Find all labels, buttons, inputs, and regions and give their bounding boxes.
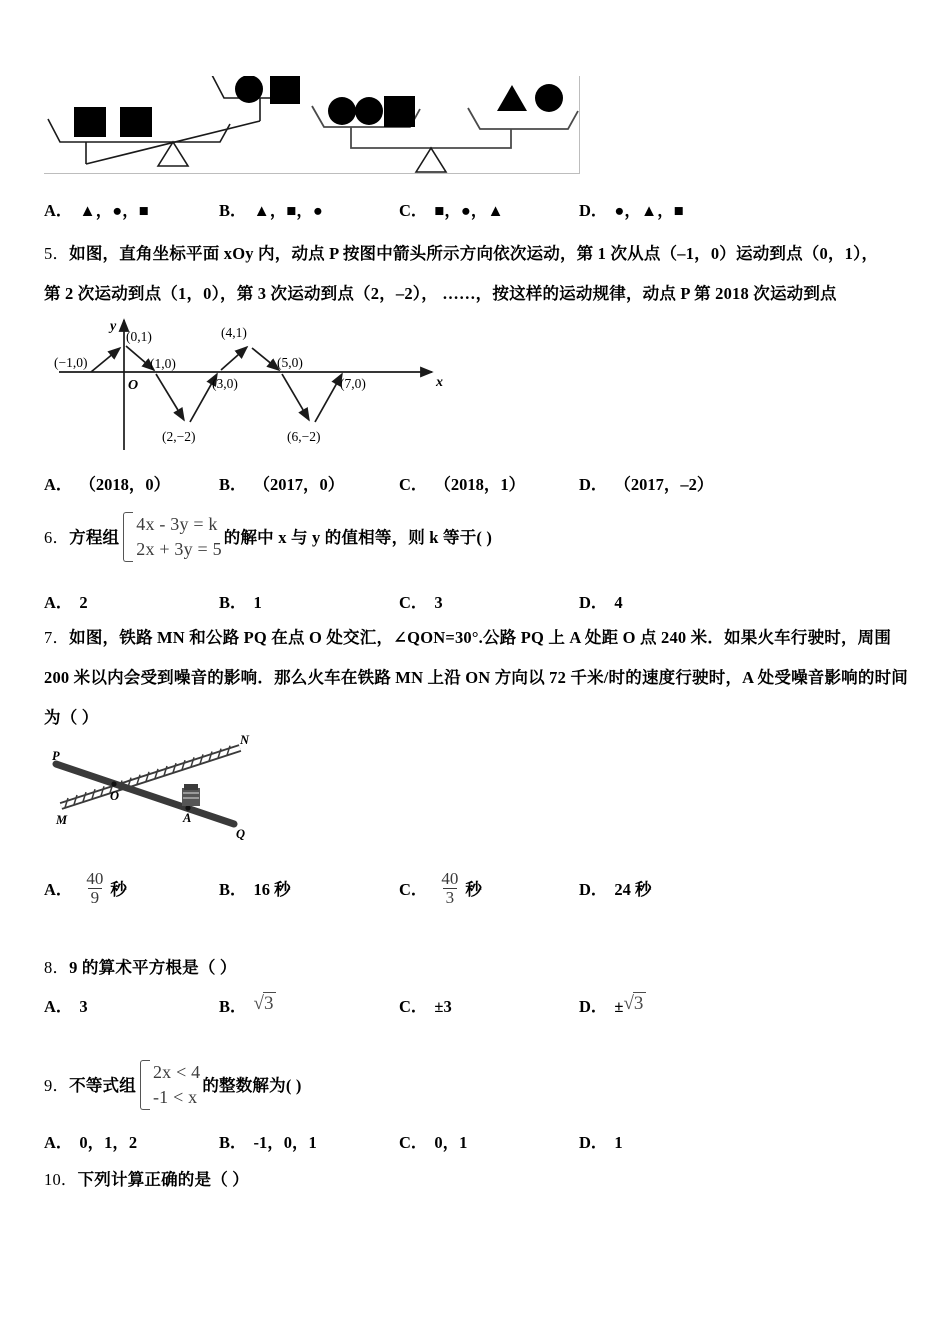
right-scale-right-pan [468, 84, 578, 129]
q4-option-a-text: ▲，●，■ [79, 201, 149, 220]
q6-option-c-text: 3 [434, 593, 443, 612]
left-scale-left-pan [48, 107, 230, 142]
q7-line-1-text: 如图，铁路 MN 和公路 PQ 在点 O 处交汇，∠QON=30°.公路 PQ 上 A 处距 O 点 240 米．如果火车行驶时，周围 [69, 628, 892, 647]
q5-line-1 [44, 234, 924, 274]
q7-option-c-fraction [438, 870, 461, 907]
q9-option-d-label: D． [579, 1133, 608, 1152]
q7-option-b[interactable] [219, 872, 399, 909]
point-O [111, 781, 116, 786]
y-axis-label: y [110, 319, 117, 334]
q9-option-d[interactable] [579, 1128, 623, 1158]
q7-option-a-unit: 秒 [110, 880, 127, 900]
q8-option-d-label: D． [579, 997, 608, 1016]
q8-option-d-prefix: ± [614, 997, 624, 1016]
right-scale-beam [351, 127, 511, 172]
point-label-8: (7,0) [340, 376, 366, 391]
q7-option-c-denominator: 3 [443, 888, 458, 907]
point-labels [54, 325, 366, 444]
q5-options-row [44, 470, 713, 500]
q8-option-d-radicand: 3 [633, 992, 647, 1014]
q6-option-c-label: C． [399, 593, 428, 612]
q7-option-d-text: 24 秒 [614, 880, 652, 900]
q6-option-a[interactable] [44, 588, 219, 618]
label-P: P [52, 749, 60, 763]
q5-option-b[interactable] [219, 470, 399, 500]
q9-option-b-label: B． [219, 1133, 247, 1152]
q9-options-row [44, 1128, 623, 1158]
q5-graph-svg [44, 310, 444, 460]
q5-stem [44, 234, 924, 314]
point-label-6: (5,0) [277, 355, 303, 370]
q5-option-a-text: （2018，0） [79, 475, 171, 494]
q7-option-b-text: 16 秒 [253, 880, 291, 900]
origin-label: O [128, 378, 139, 393]
q4-options-row [44, 196, 684, 226]
q7-option-a-numerator: 40 [86, 869, 104, 888]
q7-stem [44, 618, 924, 738]
q8-option-a-label: A． [44, 997, 73, 1016]
left-scale-beam [86, 98, 260, 166]
q5-option-d[interactable] [579, 470, 713, 500]
q5-option-c-label: C． [399, 475, 428, 494]
q5-option-d-text: （2017，–2） [614, 475, 714, 494]
q6-option-b-text: 1 [253, 593, 262, 612]
q9-option-b[interactable] [219, 1128, 399, 1158]
q4-option-c-label: C． [399, 201, 428, 220]
point-label-0: (−1,0) [54, 355, 88, 370]
q7-option-c-label: C． [399, 880, 428, 900]
q5-option-b-text: （2017，0） [253, 475, 345, 494]
q4-option-a[interactable] [44, 196, 219, 226]
q9-prefix: 不等式组 [69, 1075, 136, 1095]
q6-option-d[interactable] [579, 588, 623, 618]
q5-option-b-label: B． [219, 475, 247, 494]
balance-scales-svg [44, 76, 579, 173]
q4-option-a-label: A． [44, 201, 73, 220]
q7-options-row [44, 869, 652, 909]
label-M: M [56, 813, 68, 827]
q9-option-c-text: 0，1 [434, 1133, 468, 1152]
x-axis-label: x [436, 375, 443, 390]
q9-option-a-text: 0，1，2 [79, 1133, 138, 1152]
q6-prefix: 方程组 [69, 527, 120, 547]
q8-option-b-label: B． [219, 997, 247, 1016]
q5-option-a[interactable] [44, 470, 219, 500]
q6-brace [123, 512, 133, 562]
q6-option-a-label: A． [44, 593, 73, 612]
q7-number: 7． [44, 628, 70, 647]
q8-option-a[interactable] [44, 990, 219, 1024]
q9-brace [140, 1060, 150, 1110]
q7-line-3: 为（ ） [44, 708, 99, 727]
q5-line-2: 第 2 次运动到点（1，0），第 3 次运动到点（2，–2）， ……，按这样的运动规律，动点 P 第 2018 次运动到点 [44, 284, 837, 303]
q8-option-c-text: ±3 [434, 997, 452, 1016]
q9-number: 9． [44, 1075, 70, 1095]
q6-option-d-label: D． [579, 593, 608, 612]
q7-figure-svg [44, 726, 304, 851]
q9-inequality-2: -1 < x [152, 1087, 198, 1107]
q4-option-b[interactable] [219, 196, 399, 226]
q9-option-d-text: 1 [614, 1133, 623, 1152]
q4-option-d-text: ●，▲，■ [614, 201, 684, 220]
q7-option-d-label: D． [579, 880, 608, 900]
q8-option-b-radical: √3 [254, 987, 277, 1021]
q7-option-a[interactable] [44, 869, 219, 909]
q8-option-d[interactable] [579, 990, 646, 1024]
left-scale-right-pan [212, 76, 300, 104]
q10-stem [44, 1160, 249, 1200]
q9-option-b-text: -1，0，1 [253, 1133, 317, 1152]
q7-option-c[interactable] [399, 869, 579, 909]
q4-option-b-label: B． [219, 201, 247, 220]
q7-option-b-label: B． [219, 880, 247, 900]
q7-option-a-label: A． [44, 880, 73, 900]
q6-option-c[interactable] [399, 588, 579, 618]
q6-option-d-text: 4 [614, 593, 623, 612]
label-A: A [183, 811, 192, 825]
label-N: N [240, 733, 250, 747]
point-label-7: (6,−2) [287, 429, 321, 444]
q6-options-row [44, 588, 623, 618]
q9-stem [44, 1062, 302, 1112]
q9-option-c-label: C． [399, 1133, 428, 1152]
point-label-4: (3,0) [212, 376, 238, 391]
q6-stem [44, 514, 492, 564]
q6-number: 6． [44, 527, 70, 547]
q9-inequality-system [140, 1060, 200, 1110]
road-PQ [56, 764, 234, 824]
q8-text-body: 9 的算术平方根是（ ） [69, 958, 237, 977]
point-A [185, 805, 190, 810]
q10-text-body: 下列计算正确的是（ ） [77, 1170, 249, 1189]
q8-option-b[interactable] [219, 990, 399, 1024]
q8-option-b-radicand: 3 [263, 992, 277, 1014]
q6-equation-2: 2x + 3y = 5 [136, 539, 222, 559]
right-scale-left-pan [312, 96, 420, 127]
q9-suffix: 的整数解为( ) [202, 1075, 302, 1095]
q5-option-d-label: D． [579, 475, 608, 494]
label-O: O [110, 789, 120, 803]
q4-option-b-text: ▲，■，● [253, 201, 323, 220]
label-Q: Q [236, 827, 246, 841]
q8-options-row [44, 990, 646, 1024]
q4-option-c[interactable] [399, 196, 579, 226]
q4-option-c-text: ■，●，▲ [434, 201, 504, 220]
q5-option-a-label: A． [44, 475, 73, 494]
q7-option-c-numerator: 40 [441, 869, 459, 888]
q7-crossing-figure [44, 726, 304, 856]
q7-option-a-fraction [83, 870, 106, 907]
q9-option-c[interactable] [399, 1128, 579, 1158]
point-label-1: (0,1) [126, 329, 152, 344]
q9-option-a[interactable] [44, 1128, 219, 1158]
q8-option-d-radical: √3 [623, 987, 646, 1021]
q8-option-c-label: C． [399, 997, 428, 1016]
q5-number: 5． [44, 244, 70, 263]
q10-number: 10． [44, 1170, 78, 1189]
q8-stem [44, 948, 237, 988]
q6-equation-system [123, 512, 222, 562]
q5-line-1-text: 如图，直角坐标平面 xOy 内，动点 P 按图中箭头所示方向依次运动，第 1 次从点（–1，0）运动到点（0，1）， [69, 244, 879, 263]
q7-option-a-denominator: 9 [88, 888, 103, 907]
point-label-3: (2,−2) [162, 429, 196, 444]
q8-number: 8． [44, 958, 70, 977]
q7-option-c-unit: 秒 [465, 880, 482, 900]
building-icon [182, 784, 200, 806]
q5-option-c-text: （2018，1） [434, 475, 526, 494]
point-label-2: (1,0) [150, 356, 176, 371]
q9-inequality-1: 2x < 4 [152, 1062, 201, 1082]
q8-option-a-text: 3 [79, 997, 88, 1016]
q7-line-2: 200 米以内会受到噪音的影响．那么火车在铁路 MN 上沿 ON 方向以 72 千米/时的速度行驶时，A 处受噪音影响的时间 [44, 668, 908, 687]
q5-option-c[interactable] [399, 470, 579, 500]
q6-suffix: 的解中 x 与 y 的值相等，则 k 等于( ) [223, 527, 493, 547]
q6-option-b[interactable] [219, 588, 399, 618]
q4-option-d-label: D． [579, 201, 608, 220]
q7-line-1 [44, 618, 924, 658]
point-label-5: (4,1) [221, 325, 247, 340]
q9-option-a-label: A． [44, 1133, 73, 1152]
q7-option-d[interactable] [579, 872, 652, 909]
q5-coordinate-graph [44, 310, 444, 465]
q6-option-b-label: B． [219, 593, 247, 612]
q6-option-a-text: 2 [79, 593, 88, 612]
balance-scales-figure [44, 76, 580, 174]
q6-equation-1: 4x - 3y = k [136, 514, 218, 534]
q8-option-c[interactable] [399, 990, 579, 1024]
q4-option-d[interactable] [579, 196, 684, 226]
